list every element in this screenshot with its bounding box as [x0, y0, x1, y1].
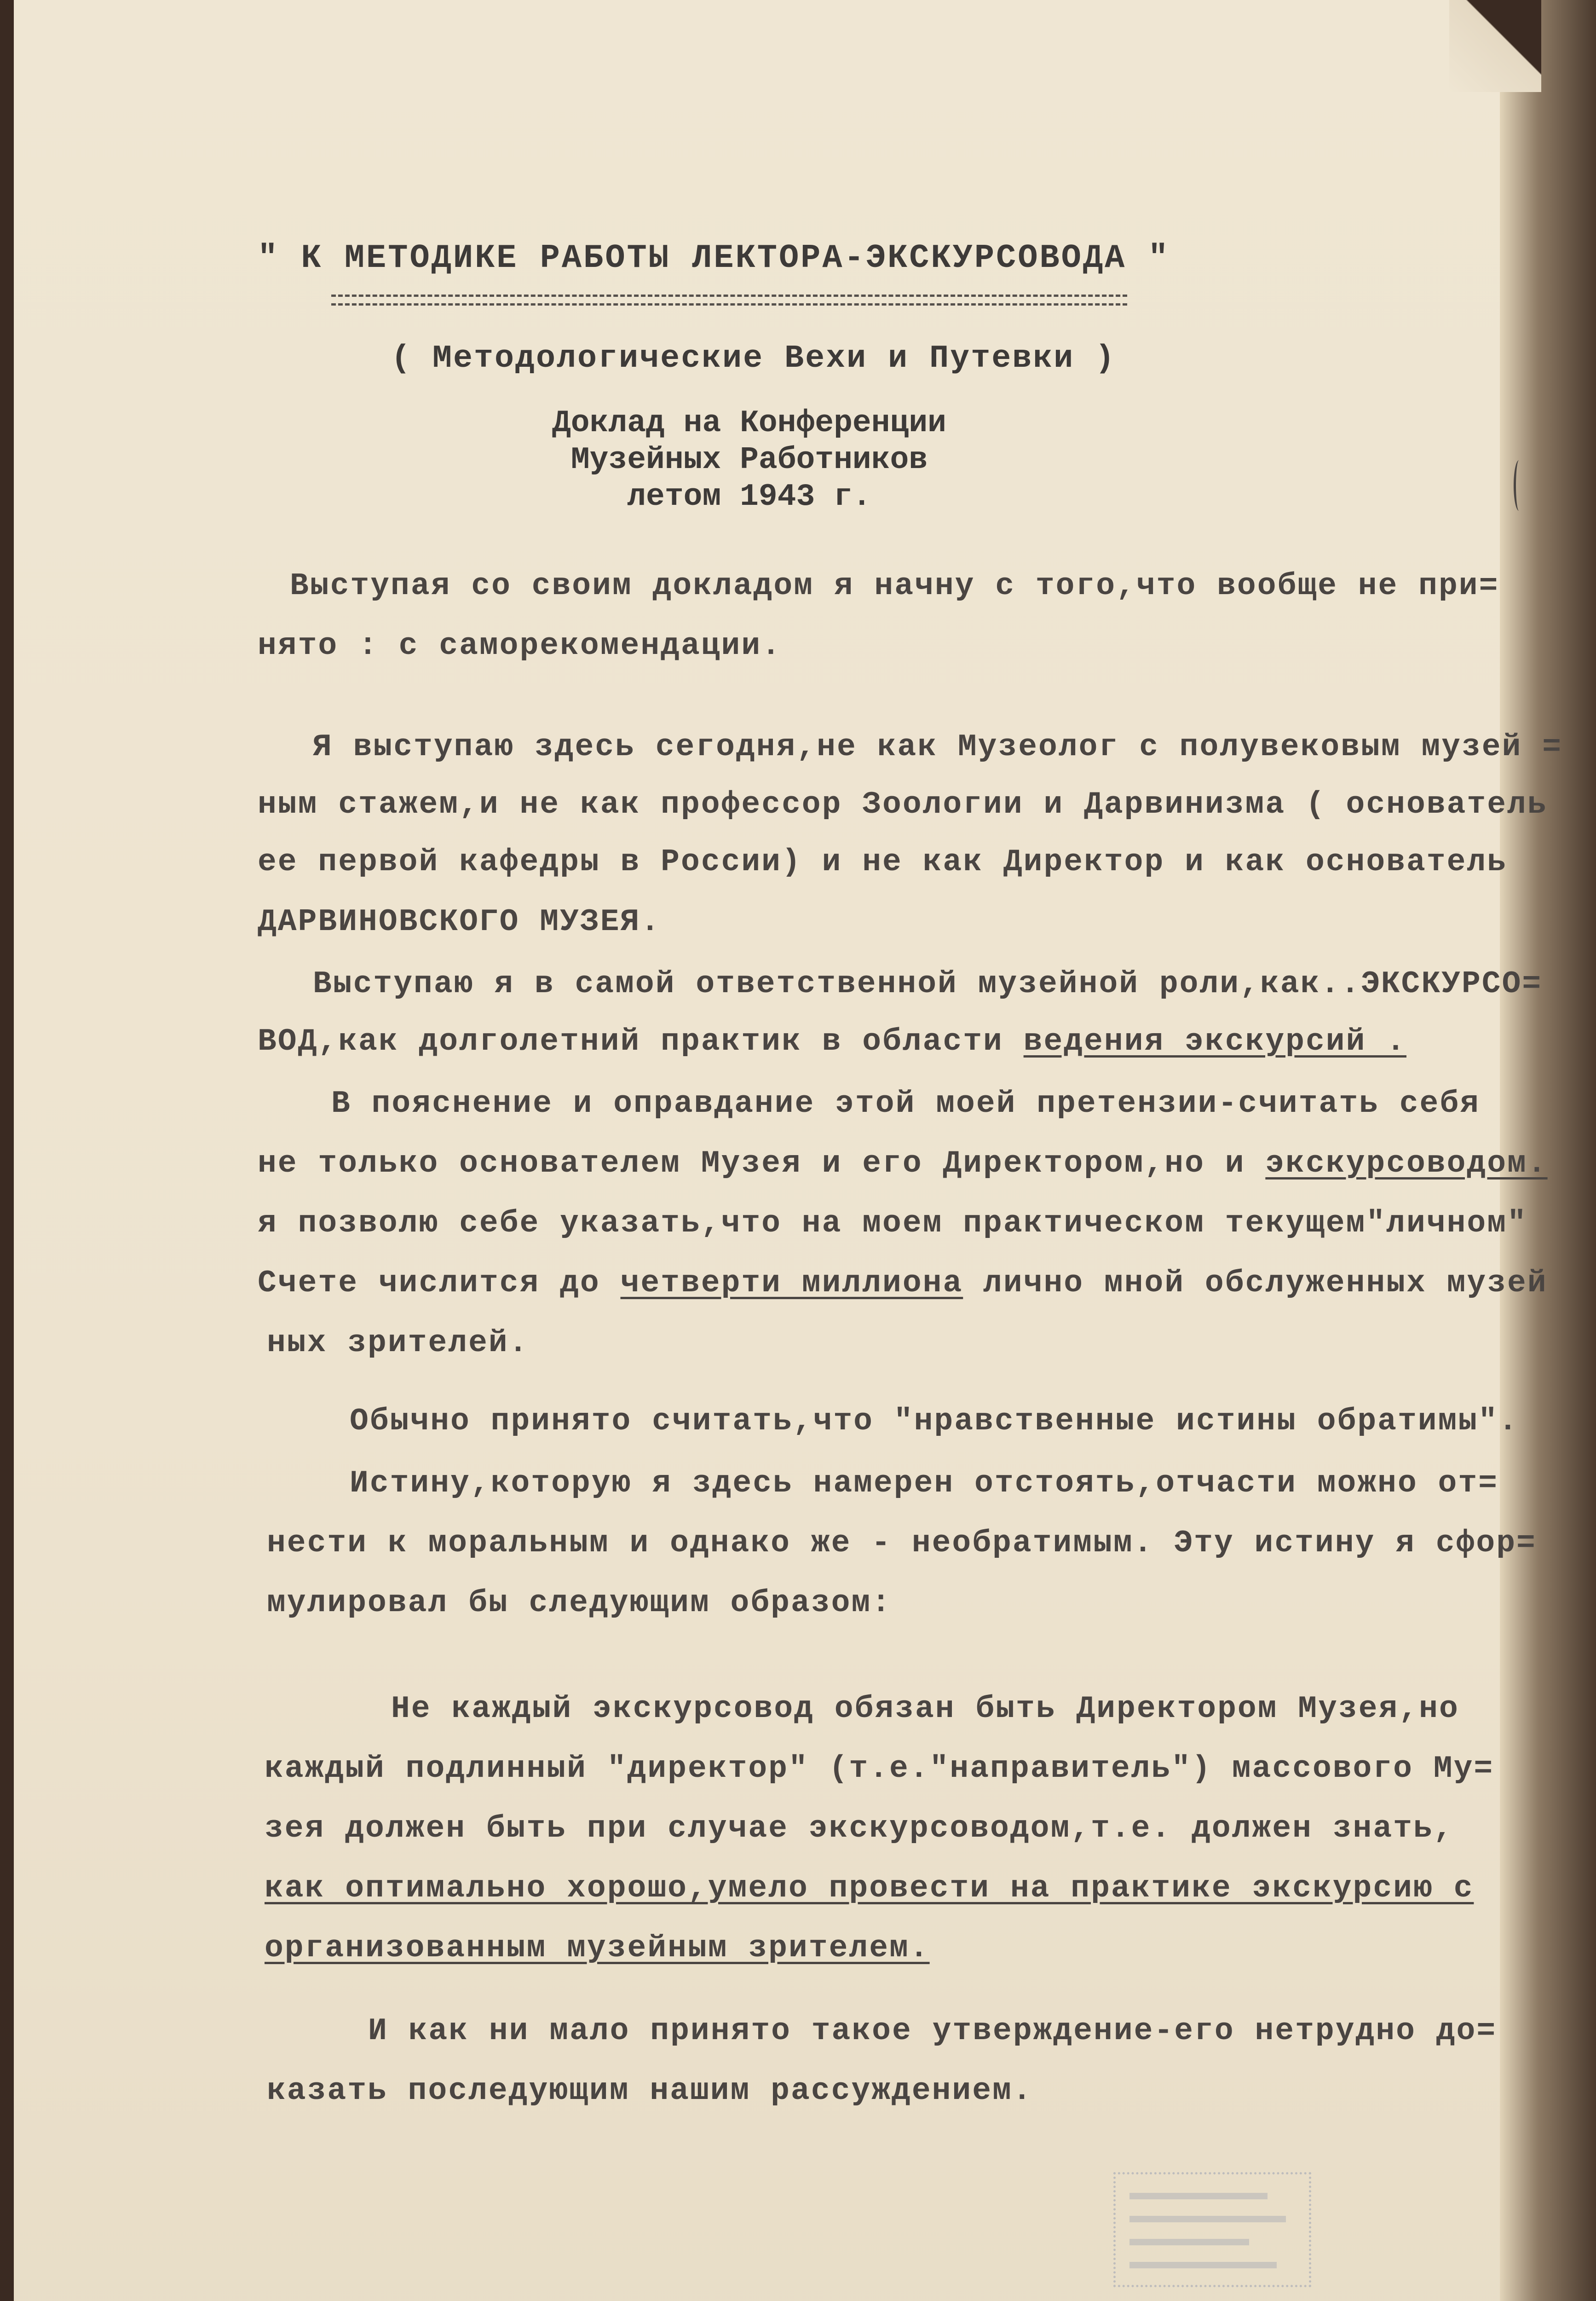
- stamp-line: [1129, 2216, 1286, 2222]
- paragraph-line: как оптимально хорошо,умело провести на практике экскурсию с: [265, 1871, 1474, 1906]
- stamp-line: [1129, 2193, 1268, 2199]
- underlined-phrase: ведения экскурсий .: [1023, 1024, 1406, 1059]
- document-title: " К МЕТОДИКЕ РАБОТЫ ЛЕКТОРА-ЭКСКУРСОВОДА ": [258, 239, 1170, 277]
- paragraph-line: мулировал бы следующим образом:: [267, 1585, 892, 1621]
- paragraph-line: ным стажем,и не как профессор Зоологии и Дарвинизма ( основатель: [258, 787, 1548, 822]
- paragraph-line: организованным музейным зрителем.: [265, 1931, 930, 1966]
- paragraph-line: нято : с саморекомендации.: [258, 628, 782, 664]
- archive-stamp: [1113, 2172, 1311, 2287]
- margin-mark: [1514, 460, 1524, 511]
- paragraph-line: [258, 1024, 1406, 1059]
- line-text: не только основателем Музея и его Директором,но и: [258, 1146, 1266, 1181]
- paragraph-line: [258, 1266, 1548, 1301]
- paragraph-line: Обычно принято считать,что "нравственные истины обратимы".: [350, 1404, 1519, 1439]
- paragraph-line: каждый подлинный "директор" (т.е."направитель") массового Му=: [265, 1751, 1494, 1786]
- report-line: летом 1943 г.: [627, 479, 871, 515]
- paragraph-line: Я выступаю здесь сегодня,не как Музеолог с полувековым музей =: [313, 729, 1563, 765]
- paragraph-line: Выступая со своим докладом я начну с того,что вообще не при=: [290, 568, 1499, 604]
- paragraph-line: казать последующим нашим рассуждением.: [267, 2073, 1033, 2109]
- line-text: лично мной обслуженных музей: [963, 1266, 1548, 1301]
- title-double-underline: [331, 295, 1127, 306]
- stamp-line: [1129, 2262, 1277, 2268]
- document-subtitle: ( Методологические Вехи и Путевки ): [391, 341, 1116, 377]
- paragraph-line: [258, 1146, 1548, 1181]
- report-line: Доклад на Конференции: [552, 405, 946, 441]
- line-text: Счете числится до: [258, 1266, 621, 1301]
- report-line: Музейных Работников: [570, 442, 928, 478]
- underlined-phrase: четверти миллиона: [620, 1266, 963, 1301]
- paragraph-line: я позволю себе указать,что на моем практическом текущем"личном": [258, 1206, 1527, 1241]
- paragraph-line: ее первой кафедры в России) и не как Директор и как основатель: [258, 844, 1508, 880]
- corner-fold: [1449, 0, 1541, 92]
- underlined-phrase: экскурсоводом.: [1265, 1146, 1548, 1181]
- paragraph-line: Выступаю я в самой ответственной музейной роли,как..ЭКСКУРСО=: [313, 966, 1543, 1002]
- paragraph-line: зея должен быть при случае экскурсоводом,т.е. должен знать,: [265, 1811, 1454, 1846]
- paragraph-line: ДАРВИНОВСКОГО МУЗЕЯ.: [258, 904, 661, 940]
- paragraph-line: Истину,которую я здесь намерен отстоять,отчасти можно от=: [350, 1466, 1498, 1501]
- paragraph-line: И как ни мало принято такое утверждение-его нетрудно до=: [368, 2013, 1497, 2049]
- line-text: ВОД,как долголетний практик в области: [258, 1024, 1024, 1059]
- paragraph-line: ных зрителей.: [267, 1325, 529, 1361]
- paragraph-line: Не каждый экскурсовод обязан быть Директором Музея,но: [391, 1691, 1459, 1727]
- report-heading: [552, 405, 946, 515]
- stamp-line: [1129, 2239, 1249, 2245]
- paragraph-line: В пояснение и оправдание этой моей претензии-считать себя: [331, 1086, 1480, 1122]
- paragraph-line: нести к моральным и однако же - необратимым. Эту истину я сфор=: [267, 1526, 1537, 1561]
